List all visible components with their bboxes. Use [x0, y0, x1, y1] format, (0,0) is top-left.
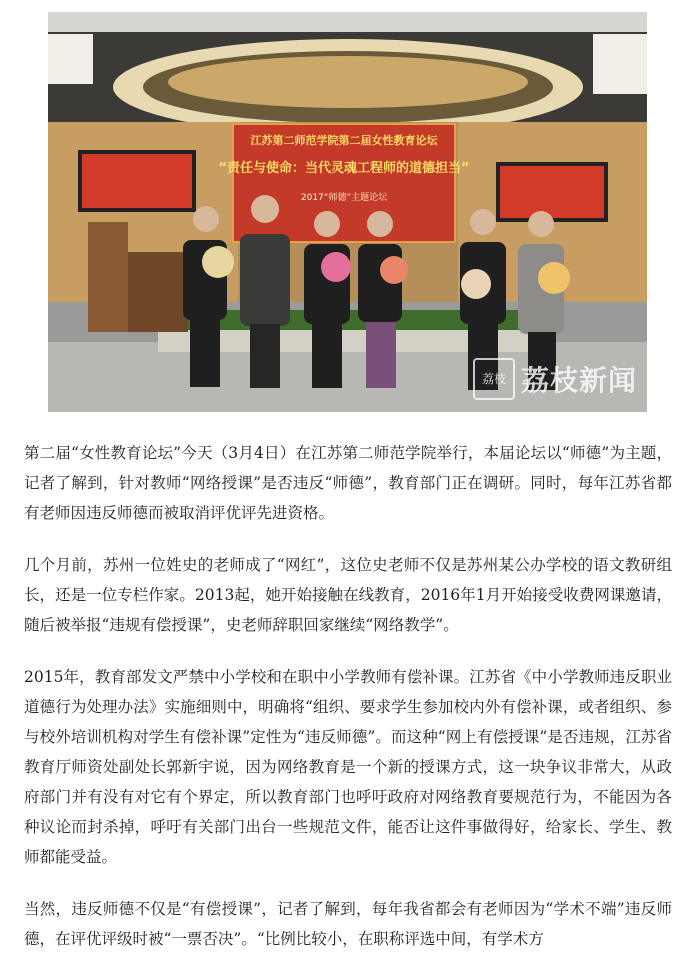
banner-theme: “责任与使命：当代灵魂工程师的道德担当” — [218, 161, 470, 176]
banner-subtitle: 2017“师德”主题论坛 — [300, 193, 388, 203]
article-body — [24, 438, 672, 976]
banner-title: 江苏第二师范学院第二届女性教育论坛 — [250, 134, 438, 147]
paragraph-4: 当然，违反师德不仅是“有偿授课”，记者了解到，每年我省都会有老师因为“学术不端”违反师德，在评优评级时被“一票否决”。“比例比较小，在职称评选中间，有学术方 — [24, 900, 672, 948]
forum-stage-illustration — [48, 12, 647, 412]
watermark-text: 荔枝新闻 — [520, 364, 637, 397]
watermark-seal-icon: 荔枝 — [473, 358, 515, 400]
paragraph-3: 2015年，教育部发文严禁中小学校和在职中小学教师有偿补课。江苏省《中小学教师违反职业道德行为处理办法》实施细则中，明确将“组织、要求学生参加校内外有偿补课，或者组织、参与校外培训机构对学生有偿补课”定性为“违反师德”。而这种“网上有偿授课”是否违规，江苏省教育厅师资处副处长郭新宇说，因为网络教育是一个新的授课方式，这一块争议非常大，从政府部门并有没有对它有个界定，所以教育部门也呼吁政府对网络教育要规范行为，不能因为各种议论而封杀掉，呼吁有关部门出台一些规范文件，能否让这件事做得好，给家长、学生、教师都能受益。 — [24, 668, 672, 866]
watermark — [473, 358, 637, 400]
news-photo — [48, 12, 647, 412]
paragraph-1: 第二届“女性教育论坛”今天（3月4日）在江苏第二师范学院举行，本届论坛以“师德”为主题，记者了解到，针对教师“网络授课”是否违反“师德”，教育部门正在调研。同时，每年江苏省都有老师因违反师德而被取消评优评先进资格。 — [24, 444, 672, 522]
paragraph-2: 几个月前，苏州一位姓史的老师成了“网红”，这位史老师不仅是苏州某公办学校的语文教研组长，还是一位专栏作家。2013起，她开始接触在线教育，2016年1月开始接受收费网课邀请，随后被举报“违规有偿授课”，史老师辞职回家继续“网络教学”。 — [24, 556, 672, 634]
